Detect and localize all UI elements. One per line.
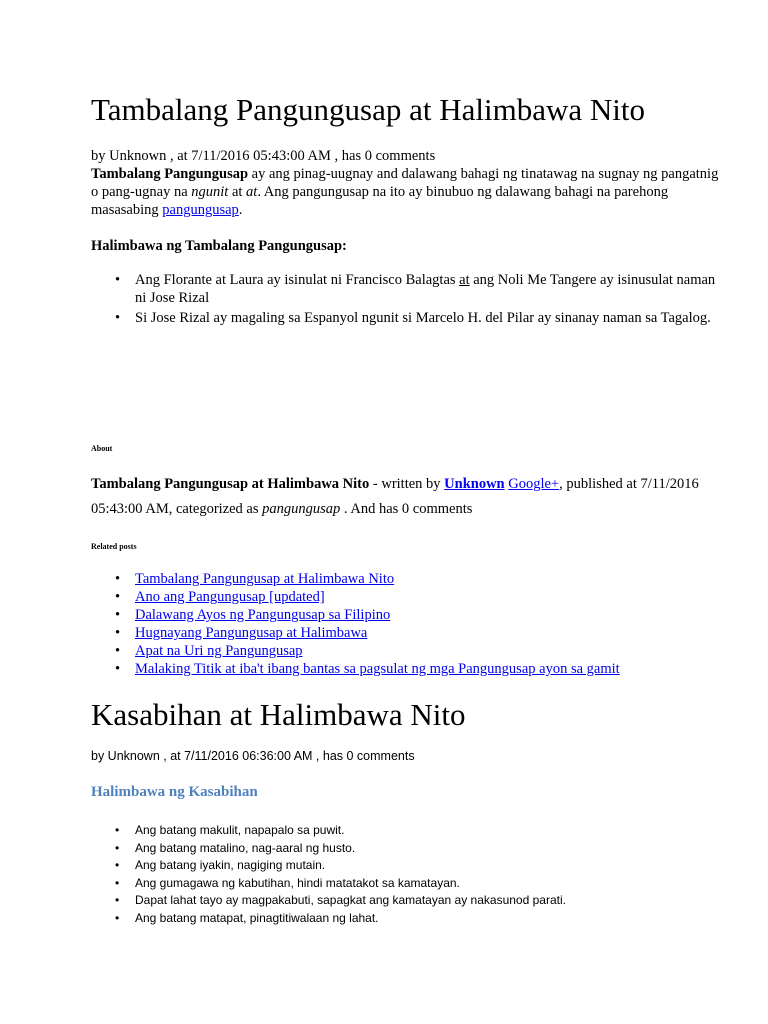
list-item: • Ang batang iyakin, nagiging mutain. bbox=[91, 857, 728, 875]
related-item bbox=[91, 660, 728, 678]
related-item bbox=[91, 570, 728, 588]
intro-text-1: ay ang pinag-uugnay and dalawang bahagi ng tinatawag na sugnay ng pangatnig o pang-ugnay na bbox=[91, 166, 719, 200]
intro-term: Tambalang Pangungusap bbox=[91, 166, 249, 182]
author-link[interactable]: Unknown bbox=[444, 476, 505, 492]
list-item: • Ang batang matapat, pinagtitiwalaan ng lahat. bbox=[91, 910, 728, 928]
list-item: • Ang batang makulit, napapalo sa puwit. bbox=[91, 822, 728, 840]
post-title-1: Tambalang Pangungusap at Halimbawa Nito bbox=[91, 92, 645, 127]
about-text-3: , published at 7/11/2016 05:43:00 AM, categorized as bbox=[91, 476, 699, 517]
post-meta-1 bbox=[91, 147, 728, 219]
intro-text-2: at bbox=[228, 184, 247, 200]
related-link-1[interactable]: Tambalang Pangungusap at Halimbawa Nito bbox=[135, 571, 395, 587]
intro-link-pangungusap[interactable]: pangungusap bbox=[162, 202, 239, 218]
google-plus-link[interactable]: Google+ bbox=[508, 476, 560, 492]
kasabihan-list bbox=[91, 822, 728, 927]
post-meta-2: by Unknown , at 7/11/2016 06:36:00 AM , has 0 comments bbox=[91, 749, 415, 763]
related-link-3[interactable]: Dalawang Ayos ng Pangungusap sa Filipino bbox=[135, 607, 391, 623]
intro-text-3: . Ang pangungusap na ito ay binubuo ng dalawang bahagi na parehong masasabing bbox=[91, 184, 669, 218]
post-intro bbox=[91, 165, 728, 219]
example-heading bbox=[91, 237, 728, 255]
example-2-text: Si Jose Rizal ay magaling sa Espanyol ngunit si Marcelo H. del Pilar ay sinanay naman sa Tagalog. bbox=[135, 310, 711, 326]
related-item bbox=[91, 588, 728, 606]
subheading-kasabihan: Halimbawa ng Kasabihan bbox=[91, 784, 258, 800]
related-link-2[interactable]: Ano ang Pangungusap [updated] bbox=[135, 589, 325, 605]
about-label: About bbox=[91, 444, 113, 453]
list-item: • Dapat lahat tayo ay magpakabuti, sapagkat ang kamatayan ay nakasunod parati. bbox=[91, 892, 728, 910]
intro-ital-1: ngunit bbox=[191, 184, 229, 200]
related-item bbox=[91, 624, 728, 642]
example-1-part-b: ang Noli Me Tangere ay isinusulat naman ni Jose Rizal bbox=[135, 272, 716, 306]
example-heading-text: Halimbawa ng Tambalang Pangungusap: bbox=[91, 238, 347, 254]
list-item bbox=[91, 271, 728, 307]
related-link-4[interactable]: Hugnayang Pangungusap at Halimbawa bbox=[135, 625, 368, 641]
example-1-part-a: Ang Florante at Laura ay isinulat ni Francisco Balagtas bbox=[135, 272, 460, 288]
related-link-5[interactable]: Apat na Uri ng Pangungusap bbox=[135, 643, 303, 659]
example-list bbox=[91, 271, 728, 327]
about-text bbox=[91, 472, 728, 522]
related-label: Related posts bbox=[91, 542, 137, 551]
list-item: • Ang batang matalino, nag-aaral ng husto. bbox=[91, 840, 728, 858]
post-meta-text: by Unknown , at 7/11/2016 05:43:00 AM , has 0 comments bbox=[91, 148, 436, 164]
post-title-2: Kasabihan at Halimbawa Nito bbox=[91, 697, 466, 732]
related-item bbox=[91, 606, 728, 624]
about-title: Tambalang Pangungusap at Halimbawa Nito bbox=[91, 476, 370, 492]
about-text-4: . And has 0 comments bbox=[340, 501, 473, 517]
intro-text-4: . bbox=[238, 202, 243, 218]
about-text-1: - written by bbox=[369, 476, 445, 492]
related-list bbox=[91, 570, 728, 678]
intro-ital-2: at bbox=[246, 184, 258, 200]
related-item bbox=[91, 642, 728, 660]
example-1-underlined: at bbox=[459, 272, 470, 288]
list-item bbox=[91, 309, 728, 327]
about-category: pangungusap bbox=[262, 501, 341, 517]
related-link-6[interactable]: Malaking Titik at iba't ibang bantas sa pagsulat ng mga Pangungusap ayon sa gamit bbox=[135, 661, 620, 677]
list-item: • Ang gumagawa ng kabutihan, hindi matatakot sa kamatayan. bbox=[91, 875, 728, 893]
